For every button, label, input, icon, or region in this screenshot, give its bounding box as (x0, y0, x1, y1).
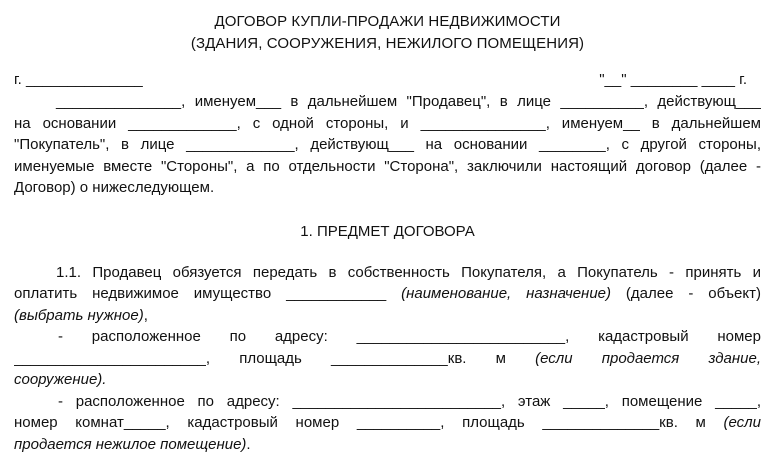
preamble-line: именуемые вместе "Стороны", а по отдельности "Сторона", заключили настоящий договор (далее - (14, 157, 761, 175)
clause-text: _______________________, площадь ______________кв. м (14, 349, 536, 367)
clause-text: номер комнат_____, кадастровый номер __________, площадь ______________кв. м (14, 414, 724, 431)
clause-line (14, 434, 761, 456)
clause-hint: (если продается здание, (535, 349, 761, 367)
clause-line (14, 412, 761, 434)
clause-line (14, 369, 761, 391)
preamble-line: _______________, именуем___ в дальнейшем "Продавец", в лице __________, действующ___ (56, 93, 761, 110)
clause-hint: (наименование, назначение) (401, 285, 611, 302)
clause-text: , (143, 306, 148, 324)
clause-1-1 (14, 262, 761, 456)
clause-hint: продается нежилое помещение) (14, 435, 247, 453)
title-line-1: ДОГОВОР КУПЛИ-ПРОДАЖИ НЕДВИЖИМОСТИ (214, 13, 561, 30)
clause-hint: (если (723, 414, 761, 431)
clause-text: . (246, 435, 251, 453)
preamble (14, 91, 761, 199)
clause-hint: сооружение). (14, 371, 107, 388)
clause-line (14, 348, 761, 370)
clause-line (14, 305, 761, 327)
city-field: г. ______________ (14, 71, 143, 88)
preamble-line: на основании _____________, с одной стороны, и _______________, именуем__ в дальнейшем (14, 114, 761, 132)
clause-text: (далее - объект) (611, 285, 761, 302)
section-1-title: 1. ПРЕДМЕТ ДОГОВОРА (300, 222, 475, 240)
place-date-row (14, 69, 761, 91)
date-field: "__" ________ ____ г. (599, 71, 747, 88)
title-line-2: (ЗДАНИЯ, СООРУЖЕНИЯ, НЕЖИЛОГО ПОМЕЩЕНИЯ) (190, 35, 585, 52)
clause-line: - расположенное по адресу: _________________________, кадастровый номер (58, 328, 761, 345)
clause-line (14, 283, 761, 305)
preamble-line: Договор) о нижеследующем. (14, 179, 215, 196)
clause-text: оплатить недвижимое имущество ____________ (14, 285, 402, 302)
document-title (14, 0, 761, 55)
clause-line: - расположенное по адресу: _________________________, этаж _____, помещение _____, (58, 392, 761, 410)
preamble-line: "Покупатель", в лице _____________, действующ___ на основании ________, с другой стороны, (14, 136, 761, 153)
clause-hint: (выбрать нужное) (14, 306, 144, 324)
clause-line: 1.1. Продавец обязуется передать в собственность Покупателя, а Покупатель - принять и (56, 263, 761, 281)
